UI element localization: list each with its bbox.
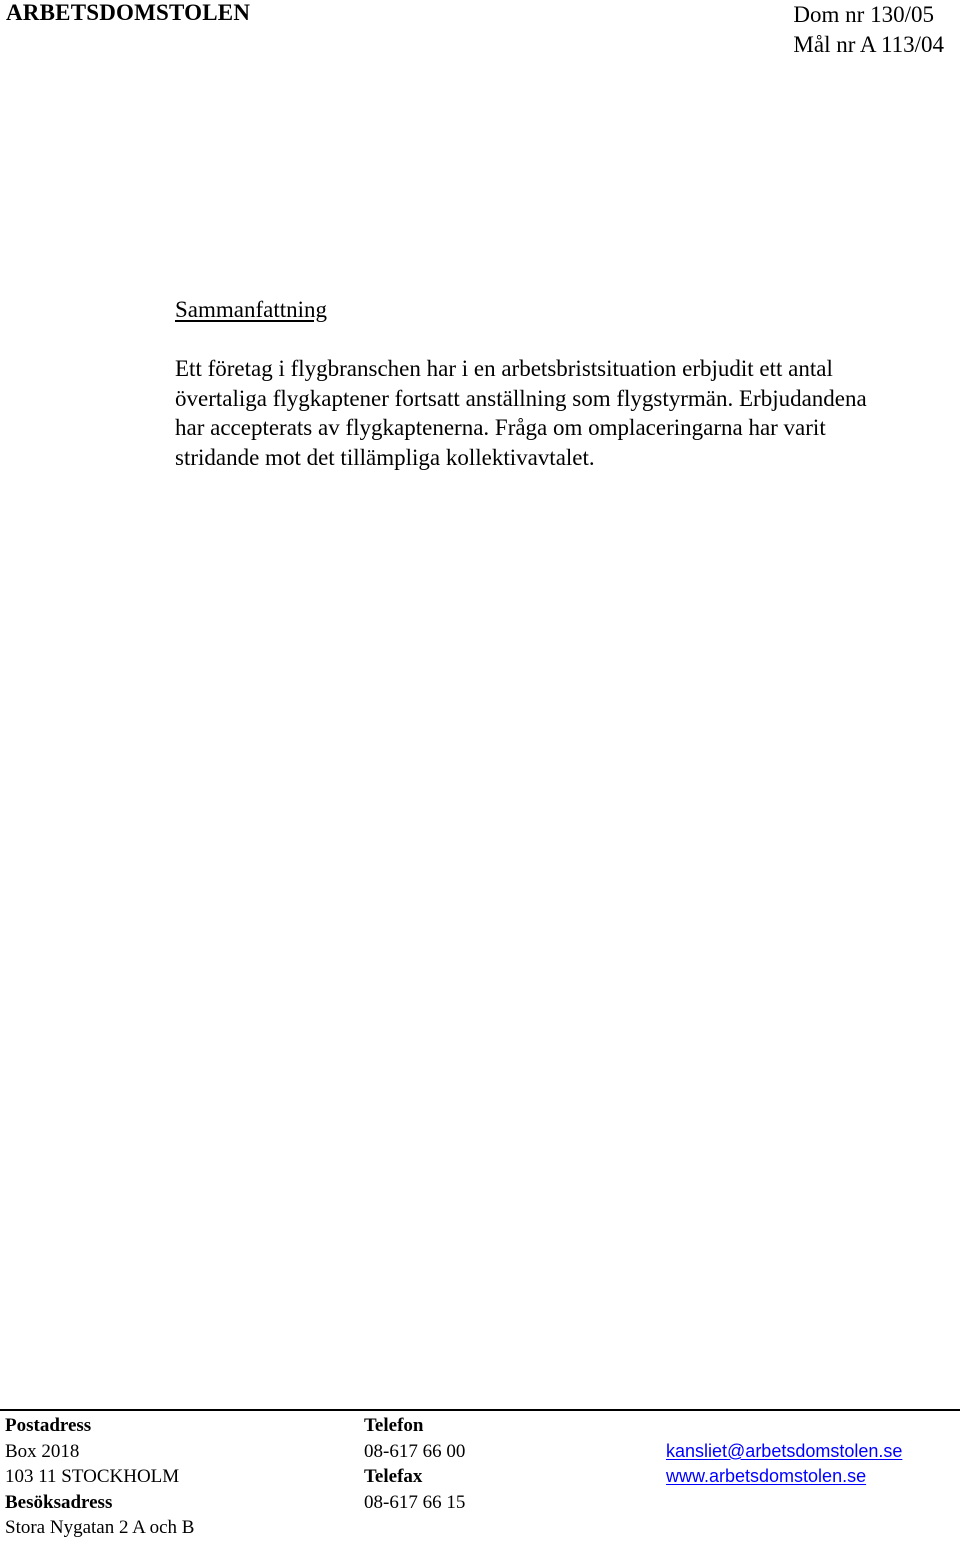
summary-body bbox=[175, 354, 935, 472]
fax-number: 08-617 66 15 bbox=[364, 1491, 466, 1513]
phone-label: Telefon bbox=[364, 1415, 424, 1436]
visit-address: Stora Nygatan 2 A och B bbox=[5, 1517, 195, 1538]
visit-address-label: Besöksadress bbox=[5, 1491, 113, 1513]
postal-city: 103 11 STOCKHOLM bbox=[5, 1466, 180, 1487]
postal-box: Box 2018 bbox=[5, 1440, 80, 1462]
fax-label: Telefax bbox=[364, 1466, 423, 1487]
summary-line: övertaliga flygkaptener fortsatt anställning som flygstyrmän. Erbjudandena bbox=[175, 385, 867, 411]
judgment-number: Dom nr 130/05 bbox=[793, 2, 934, 27]
website-link[interactable]: www.arbetsdomstolen.se bbox=[666, 1466, 867, 1486]
email-link[interactable]: kansliet@arbetsdomstolen.se bbox=[666, 1440, 903, 1461]
summary-line: har accepterats av flygkaptenerna. Fråga om omplaceringarna har varit bbox=[175, 415, 826, 440]
summary-line: Ett företag i flygbranschen har i en arbetsbristsituation erbjudit ett antal bbox=[175, 356, 833, 381]
case-number: Mål nr A 113/04 bbox=[793, 32, 944, 57]
footer-divider bbox=[0, 1409, 960, 1411]
footer-phone-column bbox=[364, 1413, 465, 1515]
footer-contact-column bbox=[666, 1413, 902, 1490]
phone-number: 08-617 66 00 bbox=[364, 1440, 466, 1462]
summary-line: stridande mot det tillämpliga kollektivavtalet. bbox=[175, 444, 595, 470]
footer-postal-column bbox=[5, 1413, 194, 1541]
court-name: ARBETSDOMSTOLEN bbox=[6, 0, 251, 25]
case-info bbox=[793, 0, 944, 60]
postal-address-label: Postadress bbox=[5, 1415, 92, 1436]
footer bbox=[0, 1413, 960, 1541]
contact-spacer bbox=[666, 1413, 902, 1439]
summary-heading: Sammanfattning bbox=[175, 297, 328, 322]
